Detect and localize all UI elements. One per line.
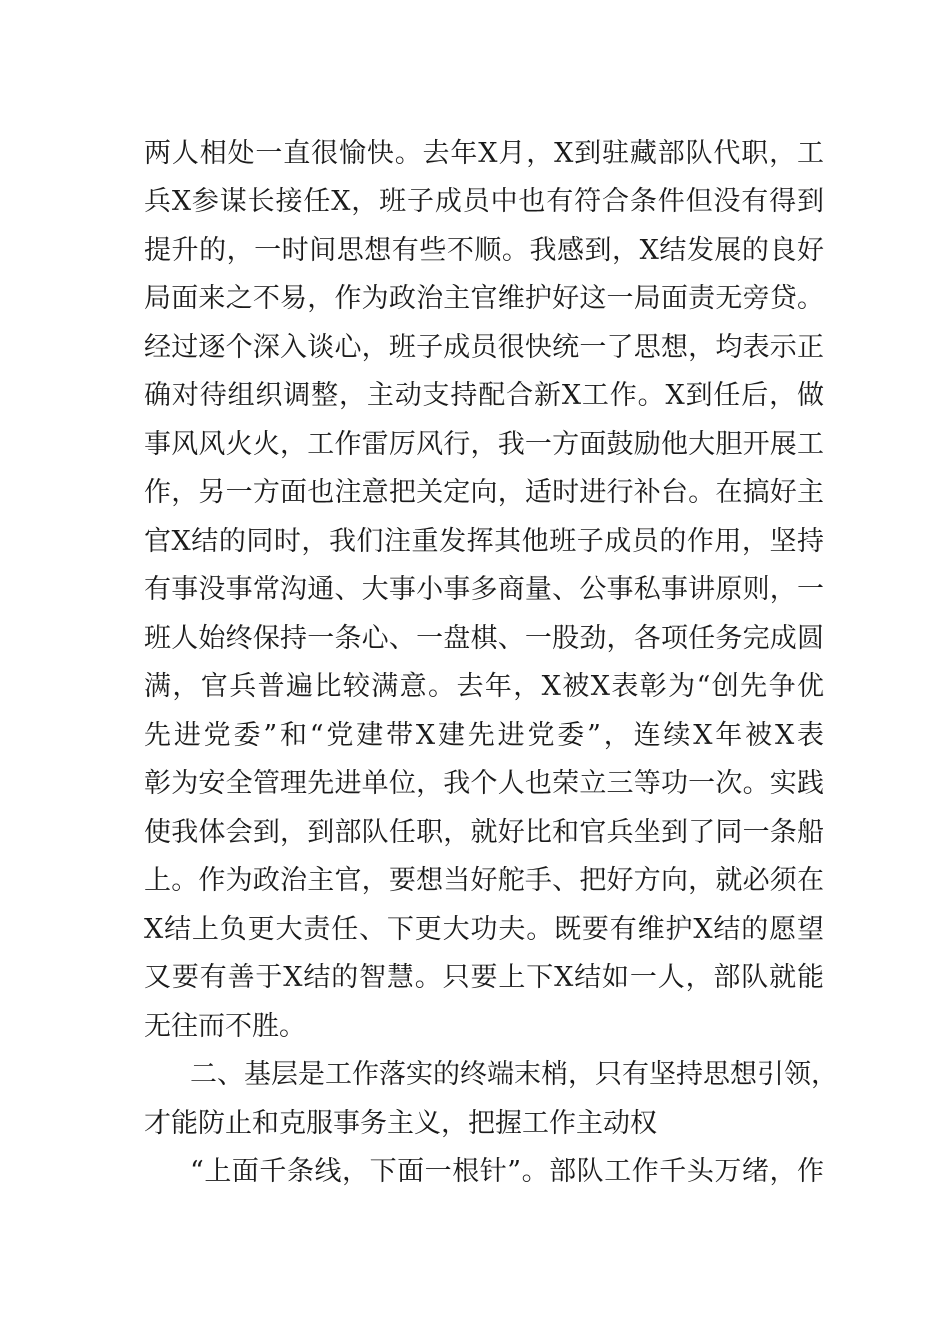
section-heading-line: 才能防止和克服事务主义，把握工作主动权 <box>144 1108 657 1139</box>
text-line: 两人相处一直很愉快。去年X月，X到驻藏部队代职，工 <box>144 138 824 169</box>
text-line: 有事没事常沟通、大事小事多商量、公事私事讲原则，一 <box>144 574 824 605</box>
text-line: 事风风火火，工作雷厉风行，我一方面鼓励他大胆开展工 <box>144 429 824 460</box>
section-heading-line: 二、基层是工作落实的终端末梢，只有坚持思想引领， <box>190 1059 838 1090</box>
text-line: 先进党委”和“党建带X建先进党委”，连续X年被X表 <box>144 720 824 751</box>
text-line: X结上负更大责任、下更大功夫。既要有维护X结的愿望 <box>144 914 824 945</box>
text-line: 官X结的同时，我们注重发挥其他班子成员的作用，坚持 <box>144 526 824 557</box>
text-line: 无往而不胜。 <box>144 1011 306 1042</box>
text-line: 局面来之不易，作为政治主官维护好这一局面责无旁贷。 <box>144 283 824 314</box>
text-line: 彰为安全管理先进单位，我个人也荣立三等功一次。实践 <box>144 768 824 799</box>
text-line: 确对待组织调整，主动支持配合新X工作。X到任后，做 <box>144 380 824 411</box>
text-line: 作，另一方面也注意把关定向，适时进行补台。在搞好主 <box>144 477 824 508</box>
text-line: 兵X参谋长接任X，班子成员中也有符合条件但没有得到 <box>144 186 824 217</box>
text-line: 又要有善于X结的智慧。只要上下X结如一人，部队就能 <box>144 962 824 993</box>
text-line: 使我体会到，到部队任职，就好比和官兵坐到了同一条船 <box>144 817 824 848</box>
text-line: 班人始终保持一条心、一盘棋、一股劲，各项任务完成圆 <box>144 623 824 654</box>
text-line: 满，官兵普遍比较满意。去年，X被X表彰为“创先争优 <box>144 671 824 702</box>
text-line: 上。作为政治主官，要想当好舵手、把好方向，就必须在 <box>144 865 824 896</box>
text-line: 提升的，一时间思想有些不顺。我感到，X结发展的良好 <box>144 235 824 266</box>
text-line: “上面千条线，下面一根针”。部队工作千头万绪，作 <box>190 1156 824 1187</box>
text-line: 经过逐个深入谈心，班子成员很快统一了思想，均表示正 <box>144 332 824 363</box>
